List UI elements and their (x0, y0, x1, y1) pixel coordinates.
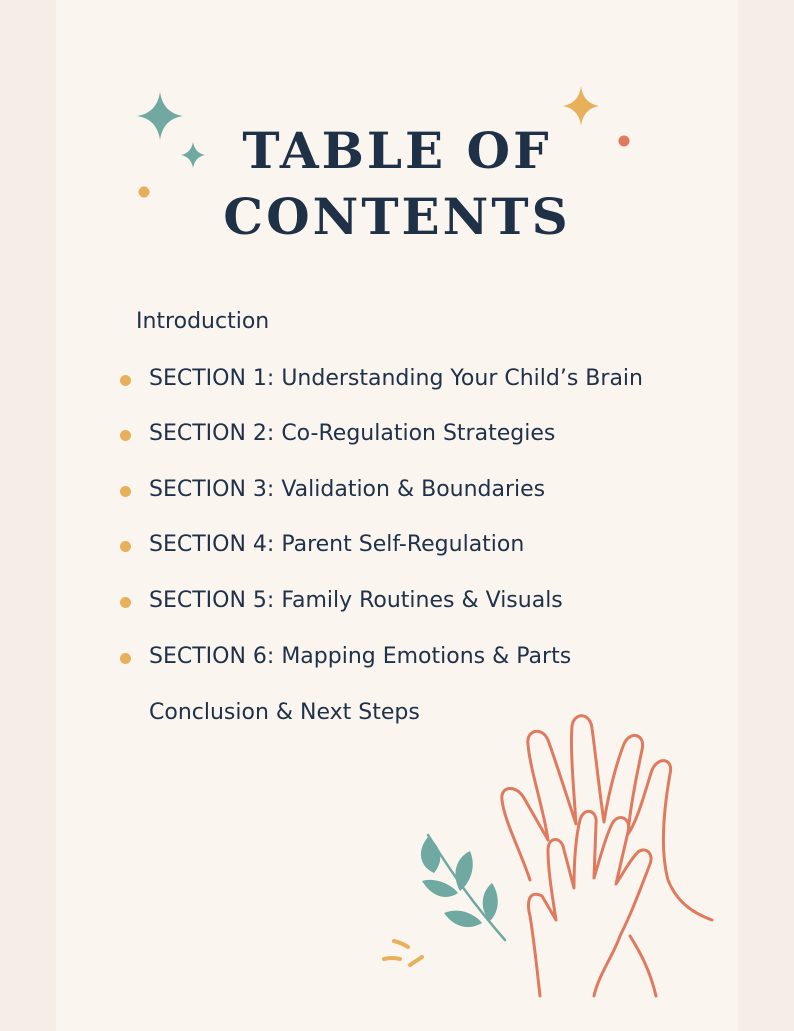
bullet-icon (120, 375, 131, 386)
page-title (0, 118, 794, 250)
toc-item-introduction[interactable]: Introduction (136, 309, 270, 334)
toc-item-label: SECTION 4: Parent Self-Regulation (149, 532, 525, 557)
gold-accent-strokes-icon (380, 935, 430, 975)
toc-item-label: SECTION 6: Mapping Emotions & Parts (149, 644, 572, 669)
bullet-icon (120, 486, 131, 497)
toc-item-conclusion[interactable]: Conclusion & Next Steps (149, 700, 420, 725)
toc-item-label: SECTION 1: Understanding Your Child’s Brain (149, 366, 643, 391)
toc-item-label: SECTION 5: Family Routines & Visuals (149, 588, 563, 613)
bullet-icon (120, 430, 131, 441)
bullet-icon (120, 597, 131, 608)
bullet-icon (120, 653, 131, 664)
toc-item-label: SECTION 2: Co-Regulation Strategies (149, 421, 556, 446)
hands-illustration (490, 700, 730, 1000)
page-title-line-1: TABLE OF (242, 121, 552, 180)
page-title-line-2: CONTENTS (223, 187, 571, 246)
toc-item-label: SECTION 3: Validation & Boundaries (149, 477, 546, 502)
bullet-icon (120, 541, 131, 552)
